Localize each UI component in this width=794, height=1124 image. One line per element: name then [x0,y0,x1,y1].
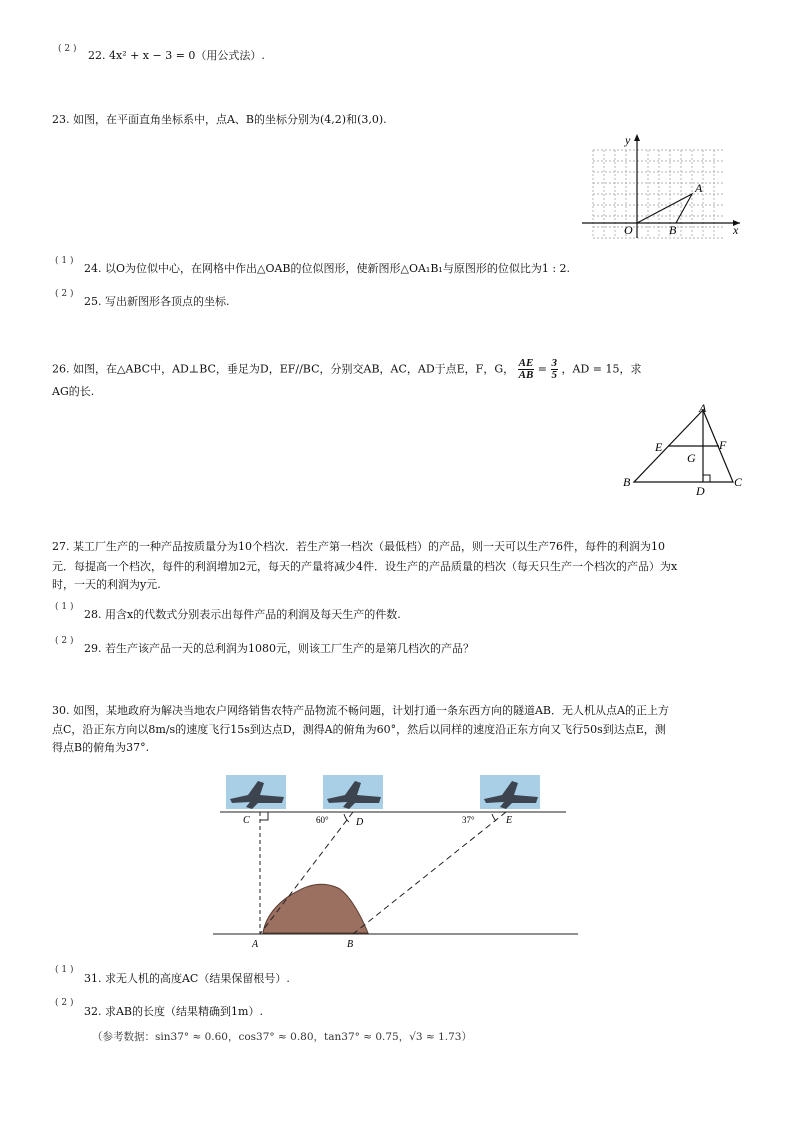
q31-part-label: ( 1 ) [55,965,74,975]
q24-text: 24. 以O为位似中心，在网格中作出△OAB的位似图形，使新图形△OA₁B₁与原图形的位似比为1 : 2. [84,262,571,275]
q26-frac2-num: 3 [551,357,558,369]
q30-angle-60: 60° [316,815,329,825]
q30-angle-37: 37° [462,815,475,825]
drone-image-D [323,775,383,809]
q28-text: 28. 用含x的代数式分别表示出每件产品的利润及每天生产的件数. [84,608,401,621]
drone-image-C [226,775,286,809]
q26-stem-pre: 26. 如图，在△ABC中，AD⊥BC，垂足为D，EF//BC，分别交AB，AC，AD于点E，F，G， [52,362,515,376]
q25-part-label: ( 2 ) [55,289,74,299]
q30-label-E: E [506,815,513,826]
point-B-label: B [669,223,677,237]
q23-coordinate-grid [578,130,748,240]
q26-label-E: E [655,440,663,454]
q32-text: 32. 求AB的长度（结果精确到1m）. [84,1005,263,1018]
q26-stem-post: ，AD = 15，求 [561,362,642,376]
q31-text: 31. 求无人机的高度AC（结果保留根号）. [84,972,290,985]
q26-label-A: A [699,401,707,415]
q30-reference-data: （参考数据：sin37° ≈ 0.60，cos37° ≈ 0.80，tan37° ≈ 0.75，√3 ≈ 1.73） [92,1031,472,1043]
q30-label-A: A [252,939,259,950]
q28-part-label: ( 1 ) [55,602,74,612]
point-A-label: A [695,181,703,195]
q30-drone-figure [208,773,588,953]
q30-label-D: D [356,817,364,828]
q29-text: 29. 若生产该产品一天的总利润为1080元，则该工厂生产的是第几档次的产品？ [84,642,474,655]
q26-frac2-den: 5 [551,369,558,381]
q26-stem-line1 [52,358,642,381]
q26-fraction-3-5 [551,358,559,381]
drone-image-E [480,775,540,809]
q26-label-F: F [719,438,727,452]
q26-label-D: D [696,484,705,498]
origin-label: O [624,223,633,237]
q23-stem: 23. 如图，在平面直角坐标系中，点A、B的坐标分别为(4,2)和(3,0). [52,113,387,126]
q30-label-B: B [347,939,354,950]
triangle-OAB [637,194,692,223]
q30-line2: 点C，沿正东方向以8m/s的速度飞行15s到达点D，测得A的俯角为60°，然后以同样的速度沿正东方向又飞行50s到达点E，测 [52,723,666,736]
q30-line1: 30. 如图，某地政府为解决当地农户网络销售农特产品物流不畅问题，计划打通一条东西方向的隧道AB．无人机从点A的正上方 [52,704,669,717]
q27-line3: 时，一天的利润为y元. [52,578,161,591]
q27-line2: 元．每提高一个档次，每件的利润增加2元，每天的产量将减少4件．设生产的产品质量的档次（每天只生产一个档次的产品）为x [52,560,678,573]
q26-label-B: B [623,475,631,489]
q26-frac-num: AE [518,357,534,369]
q29-part-label: ( 2 ) [55,636,74,646]
q25-text: 25. 写出新图形各顶点的坐标. [84,295,230,308]
x-axis-label: x [733,223,739,237]
q26-frac-den: AB [518,369,534,381]
q24-part-label: ( 1 ) [55,256,74,266]
q26-stem-line2: AG的长. [52,385,95,398]
q26-fraction-AE-AB [518,358,535,381]
q22-text: 22. 4x² + x − 3 = 0（用公式法）. [88,49,265,62]
q30-line3: 得点B的俯角为37°. [52,741,150,754]
q26-label-G: G [687,451,696,465]
q26-label-C: C [734,475,743,489]
q26-equals: = [537,362,548,376]
q32-part-label: ( 2 ) [55,998,74,1008]
q22-part-label: ( 2 ) [58,44,77,54]
q26-triangle-figure [620,400,750,500]
q30-label-C: C [243,815,250,826]
q27-line1: 27. 某工厂生产的一种产品按质量分为10个档次．若生产第一档次（最低档）的产品，则一天可以生产76件，每件的利润为10 [52,540,665,553]
y-axis-label: y [625,133,631,147]
